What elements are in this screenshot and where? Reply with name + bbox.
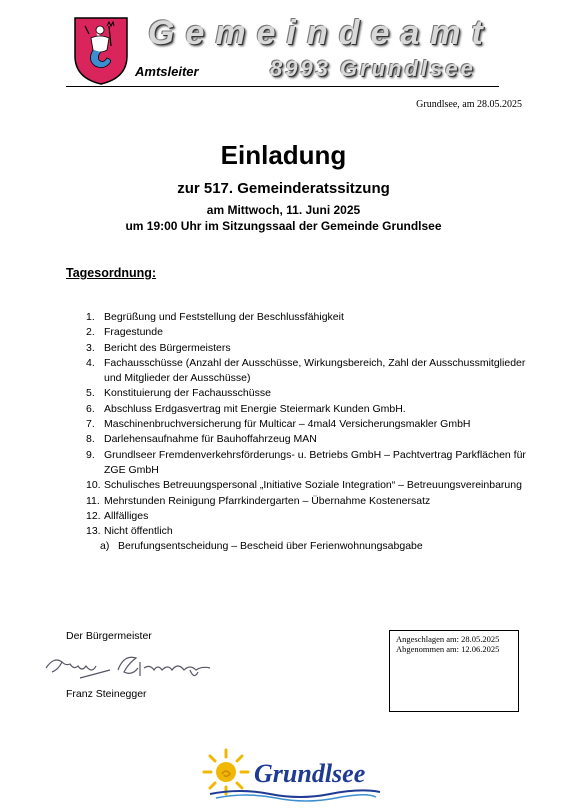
agenda-text: Schulisches Betreuungspersonal „Initiative Soziale Integration“ – Betreuungsvereinbarung [104, 479, 522, 492]
agenda-item [86, 448, 526, 479]
agenda-number: 5. [86, 387, 95, 400]
agenda-item [86, 494, 526, 509]
agenda-text: Begrüßung und Feststellung der Beschlussfähigkeit [104, 311, 344, 323]
agenda-number: 9. [86, 448, 95, 461]
agenda-number: 3. [86, 341, 95, 354]
agenda-number: 6. [86, 402, 95, 415]
agenda-number: 13. [86, 525, 101, 538]
agenda-number: 8. [86, 433, 95, 446]
removed-date: Abgenommen am: 12.06.2025 [396, 644, 500, 654]
meeting-date: am Mittwoch, 11. Juni 2025 [206, 203, 361, 217]
agenda-item [86, 509, 526, 524]
grundlsee-logo [190, 742, 390, 802]
agenda-item [86, 402, 526, 417]
agenda-number: 1. [86, 311, 95, 323]
agenda-text: Nicht öffentlich [104, 525, 173, 538]
header-title: Gemeindeamt [148, 14, 494, 52]
header-divider [66, 86, 499, 87]
agenda-text: Abschluss Erdgasvertrag mit Energie Steiermark Kunden GmbH. [104, 402, 406, 415]
agenda-list [86, 310, 526, 555]
document-subtitle: zur 517. Gemeinderatssitzung [177, 180, 390, 197]
agenda-text: Allfälliges [104, 509, 149, 522]
agenda-text: Maschinenbruchversicherung für Multicar – 4mal4 Versicherungsmakler GmbH [104, 418, 471, 431]
agenda-text: Fachausschüsse (Anzahl der Ausschüsse, Wirkungsbereich, Zahl der Ausschussmitglieder und Mitglieder der Ausschüsse) [104, 356, 526, 385]
agenda-item [86, 417, 526, 432]
document-title: Einladung [220, 140, 347, 170]
header-place: 8993 Grundlsee [270, 56, 476, 81]
agenda-number: 2. [86, 326, 95, 339]
agenda-text: Konstituierung der Fachausschüsse [104, 387, 271, 400]
agenda-item [86, 341, 526, 356]
agenda-number: 12. [86, 509, 101, 522]
agenda-item [86, 524, 526, 539]
mayor-name: Franz Steinegger [66, 688, 147, 700]
agenda-sub-number: a) [100, 540, 110, 553]
agenda-text: Bericht des Bürgermeisters [104, 341, 231, 354]
agenda-number: 10. [86, 479, 101, 492]
agenda-item [86, 478, 526, 493]
agenda-item [86, 356, 526, 387]
mayor-label: Der Bürgermeister [66, 630, 152, 642]
logo-text: Grundlsee [254, 759, 366, 788]
agenda-item [86, 386, 526, 401]
agenda-text: Darlehensaufnahme für Bauhoffahrzeug MAN [104, 433, 317, 446]
agenda-heading: Tagesordnung: [66, 266, 157, 280]
agenda-number: 11. [86, 494, 100, 507]
signature-image [40, 648, 220, 684]
agenda-subitem [86, 539, 526, 554]
agenda-number: 4. [86, 356, 95, 369]
agenda-text: Fragestunde [104, 326, 163, 339]
municipal-crest-icon [73, 16, 129, 86]
agenda-item [86, 310, 526, 325]
agenda-number: 7. [86, 418, 95, 431]
posting-stamp-box [389, 630, 519, 712]
posted-date: Angeschlagen am: 28.05.2025 [396, 634, 500, 644]
agenda-item [86, 325, 526, 340]
date-line: Grundlsee, am 28.05.2025 [416, 99, 522, 110]
agenda-item [86, 432, 526, 447]
agenda-sub-text: Berufungsentscheidung – Bescheid über Ferienwohnungsabgabe [118, 540, 423, 553]
meeting-time-location: um 19:00 Uhr im Sitzungssaal der Gemeinde Grundlsee [125, 219, 442, 233]
agenda-text: Mehrstunden Reinigung Pfarrkindergarten – Übernahme Kostenersatz [104, 494, 431, 507]
header-role: Amtsleiter [135, 64, 199, 79]
agenda-text: Grundlseer Fremdenverkehrsförderungs- u. Betriebs GmbH – Pachtvertrag Parkflächen für ZGE GmbH [104, 448, 526, 476]
